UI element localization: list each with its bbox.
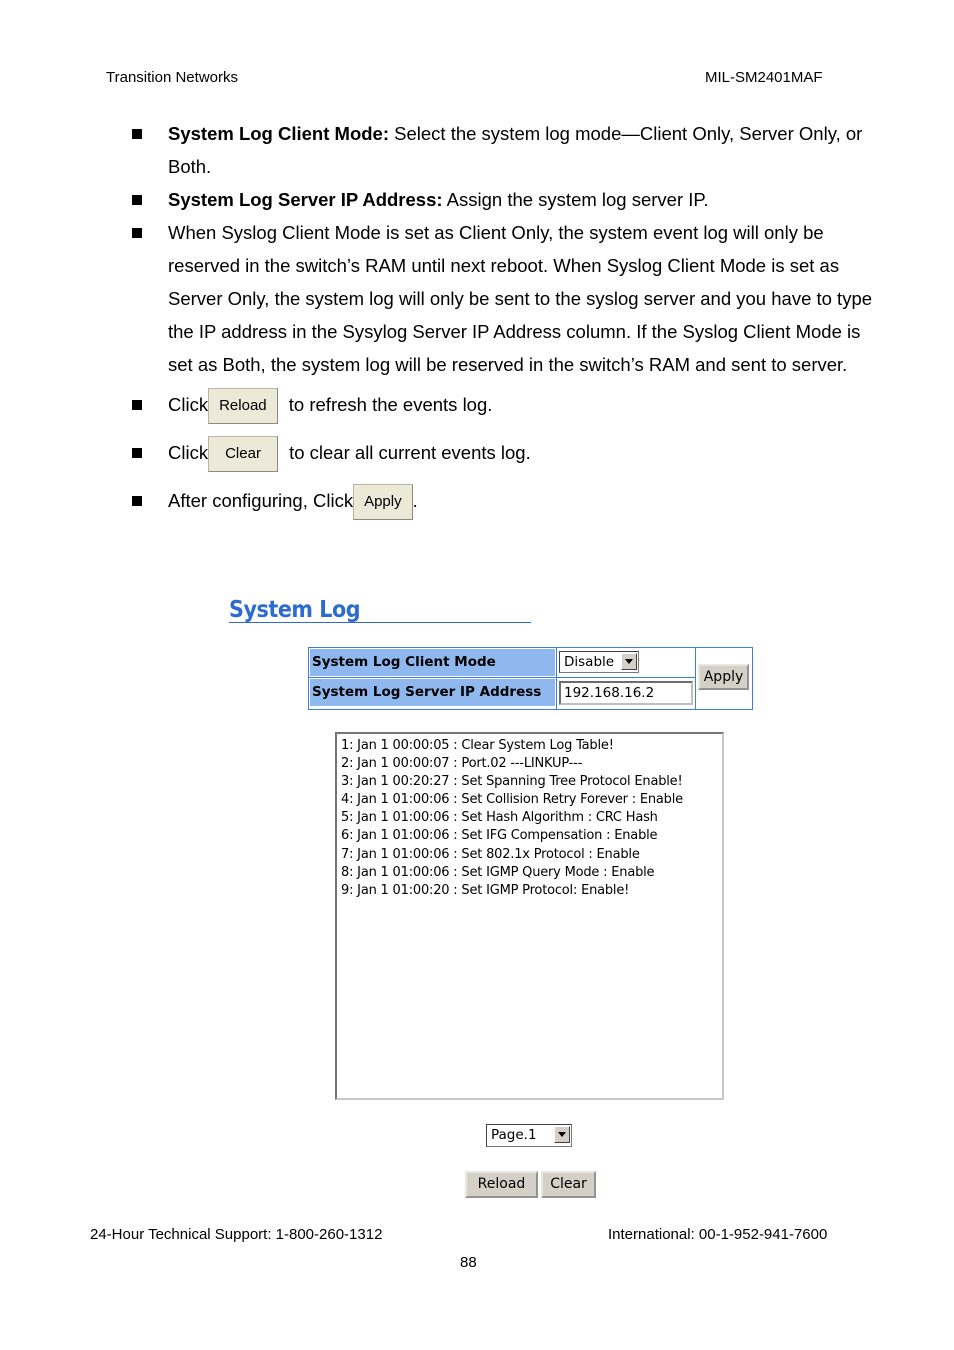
bullet-square-icon xyxy=(132,448,142,458)
log-line: 4: Jan 1 01:00:06 : Set Collision Retry Forever : Enable xyxy=(341,792,683,808)
bullet-text: to clear all current events log. xyxy=(283,442,531,463)
log-line: 3: Jan 1 00:20:27 : Set Spanning Tree Protocol Enable! xyxy=(341,774,683,790)
apply-button-example: Apply xyxy=(353,484,413,520)
chevron-down-icon[interactable] xyxy=(554,1126,570,1143)
clear-button-example: Clear xyxy=(208,436,278,472)
divider xyxy=(556,648,557,709)
bullet-square-icon xyxy=(132,228,142,238)
divider xyxy=(309,677,696,678)
log-line: 6: Jan 1 01:00:06 : Set IFG Compensation : Enable xyxy=(341,828,658,844)
server-ip-label: System Log Server IP Address xyxy=(310,679,555,706)
bullet-term: System Log Server IP Address: xyxy=(168,189,443,210)
log-line: 5: Jan 1 01:00:06 : Set Hash Algorithm : CRC Hash xyxy=(341,810,658,826)
bullet-square-icon xyxy=(132,496,142,506)
header-model: MIL-SM2401MAF xyxy=(705,69,823,86)
event-log-textarea[interactable] xyxy=(335,732,724,1100)
bullet-mode-explanation xyxy=(130,216,880,381)
page-value: Page.1 xyxy=(491,1127,537,1143)
footer-support: 24-Hour Technical Support: 1-800-260-1312 xyxy=(90,1226,383,1243)
bullet-client-mode xyxy=(130,117,880,183)
page-number: 88 xyxy=(460,1254,477,1271)
client-mode-value: Disable xyxy=(564,654,615,670)
apply-button[interactable]: Apply xyxy=(698,664,749,690)
log-line: 2: Jan 1 00:00:07 : Port.02 ---LINKUP--- xyxy=(341,756,583,772)
client-mode-label: System Log Client Mode xyxy=(310,649,555,676)
bullet-clear xyxy=(130,429,880,477)
divider xyxy=(695,648,696,709)
panel-title: System Log xyxy=(229,597,361,623)
log-line: 7: Jan 1 01:00:06 : Set 802.1x Protocol : Enable xyxy=(341,846,640,862)
log-line: 9: Jan 1 01:00:20 : Set IGMP Protocol: Enable! xyxy=(341,882,630,898)
bullet-text: to refresh the events log. xyxy=(283,394,493,415)
system-log-title xyxy=(229,597,531,623)
bullet-text: Click xyxy=(168,442,209,463)
client-mode-select[interactable] xyxy=(559,651,639,673)
bullet-square-icon xyxy=(132,400,142,410)
log-line: 8: Jan 1 01:00:06 : Set IGMP Query Mode : Enable xyxy=(341,864,655,880)
bullet-text: Select the system log mode—Client Only, Server Only, or Both. xyxy=(168,123,863,177)
server-ip-input[interactable] xyxy=(559,681,693,705)
reload-button-example: Reload xyxy=(208,388,278,424)
log-line: 1: Jan 1 00:00:05 : Clear System Log Table! xyxy=(341,738,614,753)
bullet-text: Click xyxy=(168,394,209,415)
page-select[interactable] xyxy=(486,1124,572,1147)
bullet-square-icon xyxy=(132,195,142,205)
bullet-apply xyxy=(130,477,880,525)
bullet-list xyxy=(130,117,880,525)
bullet-text: After configuring, Click xyxy=(168,490,354,511)
header-company: Transition Networks xyxy=(106,69,238,86)
bullet-text: Assign the system log server IP. xyxy=(442,189,709,210)
config-table xyxy=(308,647,753,710)
bullet-square-icon xyxy=(132,129,142,139)
chevron-down-icon[interactable] xyxy=(621,653,637,670)
bullet-server-ip xyxy=(130,183,880,216)
bullet-text: When Syslog Client Mode is set as Client Only, the system event log will only be reserved in the switch’s RAM until next reboot. When Syslog Client Mode is set as Server Only, the system log will only be sent to the syslog server and you have to type the IP address in the Sysylog Server IP Address column. If the Syslog Client Mode is set as Both, the system log will be reserved in the switch’s RAM and sent to server. xyxy=(168,222,873,375)
clear-button[interactable]: Clear xyxy=(541,1171,596,1198)
bullet-text: . xyxy=(412,490,418,511)
bullet-term: System Log Client Mode: xyxy=(168,123,389,144)
reload-button[interactable]: Reload xyxy=(465,1171,538,1198)
server-ip-value: 192.168.16.2 xyxy=(564,685,655,701)
footer-international: International: 00-1-952-941-7600 xyxy=(608,1226,828,1243)
bullet-reload xyxy=(130,381,880,429)
